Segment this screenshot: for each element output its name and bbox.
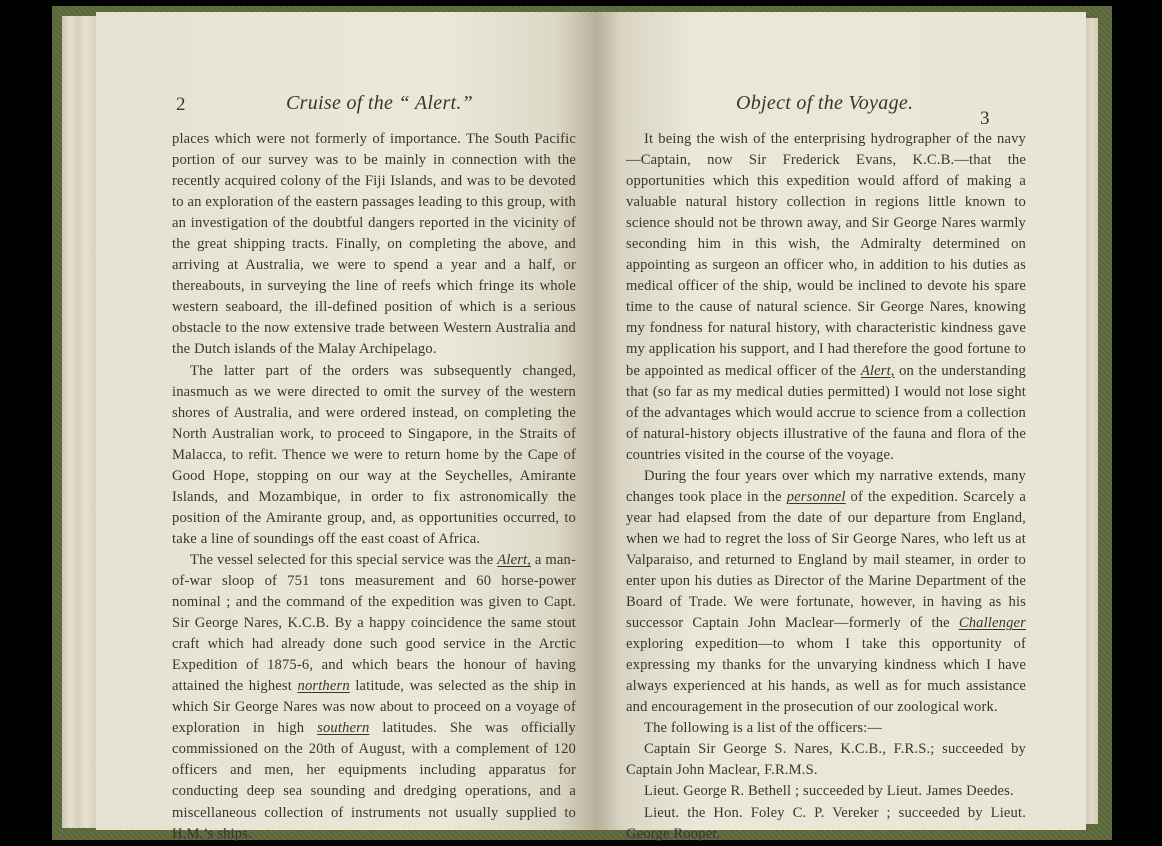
left-page — [96, 12, 596, 842]
emphasis: northern — [297, 678, 350, 695]
paragraph: It being the wish of the enterprising hydrographer of the navy —Captain, now Sir Frederick Evans, K.C.B.—that the opportunities which this expedition would afford of making a valuable natural history collection in regions little known to science should not be thrown away, and Sir George Nares warmly seconding him in this wish, the Admiralty determined on appointing as surgeon an officer who, in addition to his duties as medical officer of the ship, would be inclined to devote his spare time to the cause of natural science. Sir George Nares, knowing my fondness for natural history, with characteristic kindness gave my application his support, and I had therefore the good fortune to be appointed as medical officer of the Alert, on the understanding that (so far as my medical duties permitted) I would not lose sight of the advantages which would accrue to science from a collection of natural-history objects illustrative of the fauna and flora of the countries visited in the course of the voyage. — [626, 131, 1026, 463]
officer-entry: Lieut. George R. Bethell ; succeeded by Lieut. James Deedes. — [644, 783, 1014, 800]
running-head: Object of the Voyage. — [736, 92, 914, 114]
paragraph: The following is a list of the officers:— — [644, 720, 883, 737]
paragraph: The latter part of the orders was subsequently changed, inasmuch as we were directed to omit the survey of the western shores of Australia, and were ordered instead, on completing the North Australian work, to proceed to Singapore, in the Straits of Malacca, to refit. Thence we were to return home by the Cape of Good Hope, stopping on our way at the Seychelles, Amirante Islands, and Mozambique, in order to fix astronomically the position of the Amirante group, and, as opportunities occurred, to take a line of soundings off the east coast of Africa. — [172, 362, 576, 547]
paragraph: During the four years over which my narrative extends, many changes took place in the personnel of the expedition. Scarcely a year had elapsed from the date of our departure from England, when we had to regret the loss of Sir George Nares, who left us at Valparaiso, and returned to England by mail steamer, in order to enter upon his duties as Director of the Marine Department of the Board of Trade. We were fortunate, however, in having as his successor Captain John Maclear—formerly of the Challenger exploring expedition—to whom I take this opportunity of expressing my thanks for the unvarying kindness which I have always experienced at his hands, as well as for much assistance and encouragement in the prosecution of our zoological work. — [626, 467, 1026, 716]
paragraph: places which were not formerly of importance. The South Pacific portion of our survey was to be mainly in connection with the recently acquired colony of the Fiji Islands, and was to be devoted to an exploration of the eastern passages leading to this group, with an investigation of the doubtful dangers reported in the vicinity of the great shipping tracts. Finally, on completing the above, and arriving at Australia, we were to spend a year and a half, or thereabouts, in surveying the line of reefs which fringe its whole western seaboard, the ill-defined position of which is a serious obstacle to the now extensive trade between Western Australia and the Dutch islands of the Malay Archipelago. — [172, 131, 576, 358]
body-text — [172, 129, 576, 845]
officer-entry: Lieut. the Hon. Foley C. P. Vereker ; succeeded by Lieut. George Rooper. — [626, 804, 1026, 842]
emphasis: southern — [317, 720, 370, 737]
emphasis: personnel — [786, 488, 846, 505]
right-page — [596, 12, 1086, 842]
page-number: 3 — [980, 108, 990, 129]
page-edges-right — [1086, 18, 1098, 824]
page-number: 2 — [176, 94, 186, 115]
ship-name: Challenger — [958, 615, 1026, 632]
body-text — [626, 129, 1026, 845]
ship-name: Alert, — [860, 362, 895, 379]
ship-name: Alert, — [497, 551, 532, 568]
officer-entry: Captain Sir George S. Nares, K.C.B., F.R.S.; succeeded by Captain John Maclear, F.R.M.S. — [626, 741, 1026, 779]
paragraph: The vessel selected for this special service was the Alert, a man-of-war sloop of 751 tons measurement and 60 horse-power nominal ; and the command of the expedition was given to Capt. Sir George Nares, K.C.B. By a happy coincidence the same stout craft which had already done such good service in the Arctic Expedition of 1875-6, and which bears the honour of having attained the highest northern latitude, was selected as the ship in which Sir George Nares was now about to proceed on a voyage of exploration in high southern latitudes. She was officially commissioned on the 20th of August, with a complement of 120 officers and men, her equipments including apparatus for conducting deep sea sounding and dredging operations, and a miscellaneous collection of instruments not usually supplied to H.M.’s ships. — [172, 551, 576, 842]
running-head: Cruise of the “ Alert.” — [286, 92, 474, 114]
